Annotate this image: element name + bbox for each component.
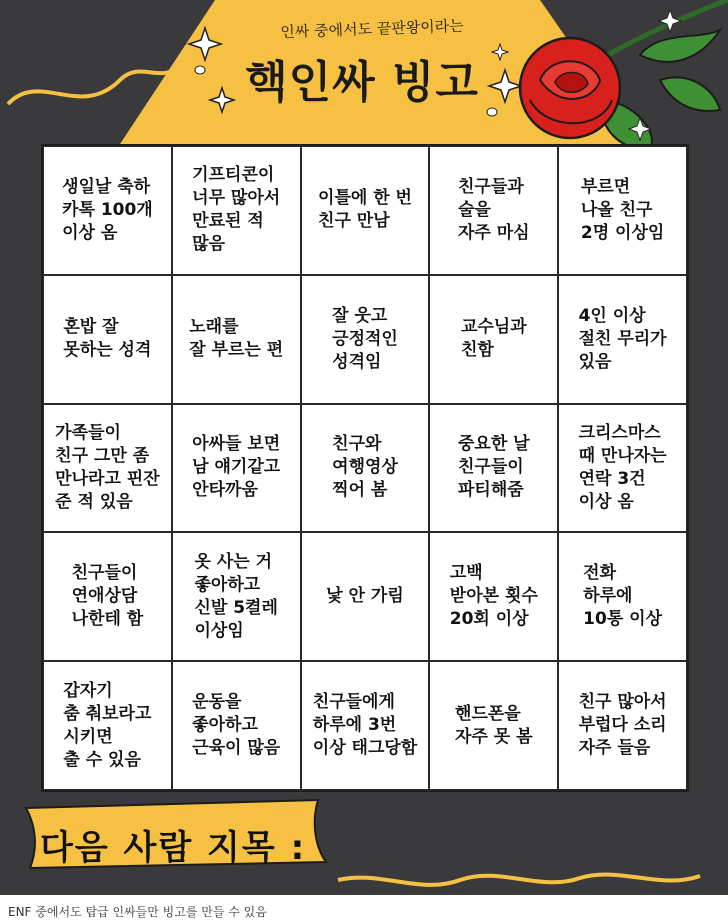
bingo-cell-text: 운동을 좋아하고 근육이 많음	[192, 692, 281, 759]
bingo-cell	[429, 404, 558, 533]
bingo-cell	[558, 532, 687, 661]
bingo-cell-text: 잘 웃고 긍정적인 성격임	[332, 305, 398, 372]
bingo-cell	[429, 532, 558, 661]
bingo-cell	[558, 661, 687, 790]
bingo-cell-text: 갑자기 춤 춰보라고 시키면 출 수 있음	[63, 680, 152, 770]
bingo-cell-text: 친구들과 술을 자주 마심	[457, 176, 530, 243]
bingo-cell-text: 노래를 잘 부르는 편	[189, 317, 284, 361]
bingo-cell-text: 크리스마스 때 만나자는 연락 3건 이상 옴	[578, 422, 667, 512]
bingo-cell	[301, 661, 430, 790]
bingo-cell	[172, 532, 301, 661]
nominate-next-label: 다음 사람 지목 :	[40, 828, 307, 868]
bingo-cell	[558, 146, 687, 275]
bingo-cell-text: 친구들이 연애상담 나한테 함	[71, 563, 144, 630]
bingo-cell	[43, 532, 172, 661]
bingo-cell-text: 친구와 여행영상 찍어 봄	[332, 434, 398, 501]
bingo-cell	[172, 275, 301, 404]
bingo-cell-text: 부르면 나올 친구 2명 이상임	[580, 176, 665, 243]
swirl-bottom	[338, 875, 700, 885]
bingo-cell	[301, 146, 430, 275]
bingo-cell	[43, 146, 172, 275]
bingo-cell	[301, 404, 430, 533]
post-caption: ENF 중에서도 탑급 인싸들만 빙고를 만들 수 있음	[8, 905, 267, 919]
poster-subtitle: 인싸 중에서도 끝판왕이라는	[280, 16, 464, 42]
bingo-cell	[558, 275, 687, 404]
bingo-cell-text: 옷 사는 거 좋아하고 신발 5켤레 이상임	[194, 551, 278, 641]
bingo-cell-text: 생일날 축하 카톡 100개 이상 옴	[62, 176, 153, 243]
bingo-grid	[41, 144, 689, 792]
bingo-cell	[172, 146, 301, 275]
bingo-cell-text: 핸드폰을 자주 못 봄	[455, 703, 533, 747]
bingo-cell	[429, 661, 558, 790]
bingo-cell	[172, 404, 301, 533]
bingo-cell	[429, 275, 558, 404]
bingo-cell-text: 기프티콘이 너무 많아서 만료된 적 많음	[192, 165, 281, 255]
bingo-cell-text: 전화 하루에 10통 이상	[583, 563, 663, 630]
bingo-cell-text: 친구 많아서 부럽다 소리 자주 들음	[578, 692, 667, 759]
bingo-cell	[429, 146, 558, 275]
bingo-cell-text: 고백 받아본 횟수 20회 이상	[449, 563, 538, 630]
bingo-cell	[301, 532, 430, 661]
poster-title: 핵인싸 빙고	[245, 57, 479, 108]
bingo-cell-text: 가족들이 친구 그만 좀 만나라고 핀잔 준 적 있음	[55, 422, 160, 512]
bingo-cell-text: 낯 안 가림	[326, 586, 404, 607]
bingo-cell-text: 교수님과 친함	[460, 317, 527, 361]
bingo-cell	[301, 275, 430, 404]
bingo-cell-text: 친구들에게 하루에 3번 이상 태그당함	[312, 692, 418, 759]
bingo-cell	[43, 404, 172, 533]
bingo-cell-text: 중요한 날 친구들이 파티해줌	[457, 434, 530, 501]
bingo-cell-text: 아싸들 보면 남 얘기같고 안타까움	[192, 434, 281, 501]
bingo-cell-text: 4인 이상 절친 무리가 있음	[578, 305, 667, 372]
bingo-cell	[172, 661, 301, 790]
bingo-cell-text: 이틀에 한 번 친구 만남	[318, 188, 412, 232]
bingo-cell	[43, 275, 172, 404]
bingo-cell	[558, 404, 687, 533]
bingo-cell	[43, 661, 172, 790]
bingo-cell-text: 혼밥 잘 못하는 성격	[63, 317, 152, 361]
